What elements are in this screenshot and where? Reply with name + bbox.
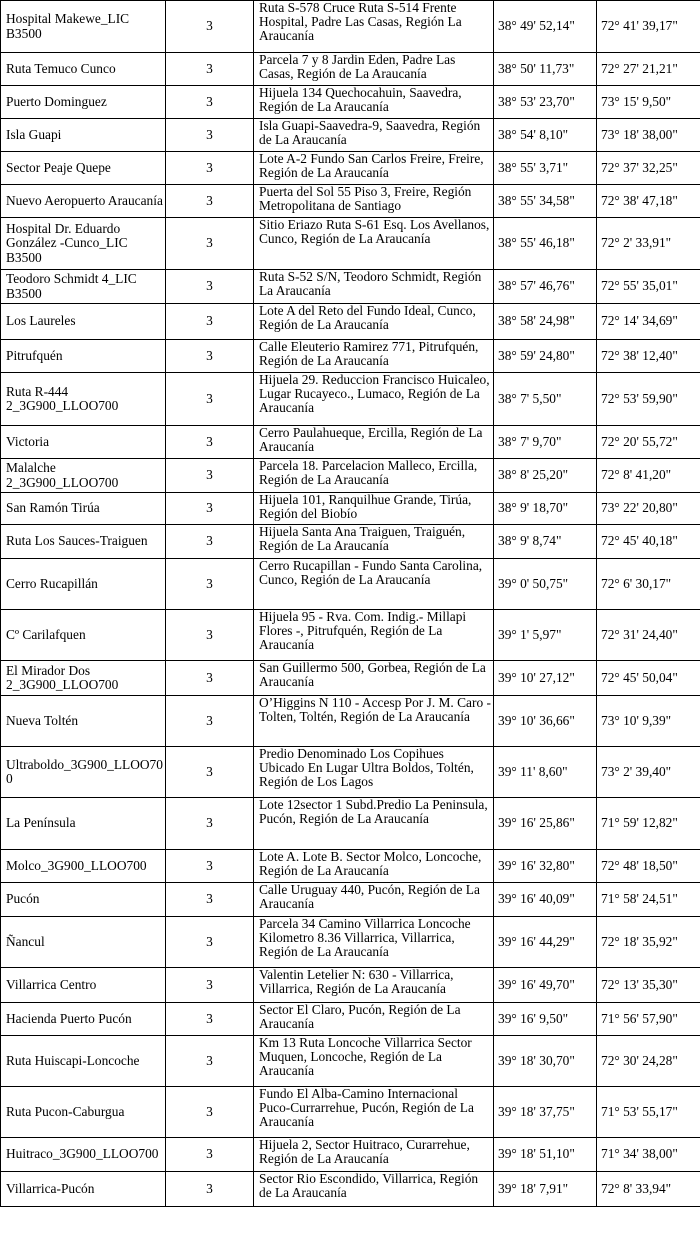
latitude-cell: 38° 55' 34,58": [494, 185, 597, 218]
site-count-cell: 3: [166, 218, 254, 270]
site-count-cell: 3: [166, 1138, 254, 1172]
table-row: [1, 559, 700, 610]
longitude-cell: 72° 20' 55,72": [597, 426, 700, 459]
longitude-cell: 72° 8' 33,94": [597, 1172, 700, 1207]
site-count-cell: 3: [166, 119, 254, 152]
longitude-cell: 71° 56' 57,90": [597, 1003, 700, 1036]
site-address-cell: Sitio Eriazo Ruta S-61 Esq. Los Avellanos, Cunco, Región de La Araucanía: [254, 218, 494, 270]
table-row: [1, 968, 700, 1003]
site-count-cell: 3: [166, 883, 254, 917]
longitude-cell: 73° 22' 20,80": [597, 493, 700, 525]
site-address-cell: Valentin Letelier N: 630 - Villarrica, Villarrica, Región de La Araucanía: [254, 968, 494, 1003]
latitude-cell: 38° 7' 5,50": [494, 373, 597, 426]
latitude-cell: 38° 55' 46,18": [494, 218, 597, 270]
longitude-cell: 72° 31' 24,40": [597, 610, 700, 661]
longitude-cell: 72° 27' 21,21": [597, 53, 700, 86]
sites-table-body: [1, 1, 700, 1207]
table-row: [1, 610, 700, 661]
site-count-cell: 3: [166, 747, 254, 798]
site-address-cell: Sector El Claro, Pucón, Región de La Araucanía: [254, 1003, 494, 1036]
site-name-cell: Ruta Los Sauces-Traiguen: [1, 525, 166, 559]
site-count-cell: 3: [166, 1087, 254, 1138]
site-count-cell: 3: [166, 1036, 254, 1087]
longitude-cell: 72° 8' 41,20": [597, 459, 700, 493]
site-name-cell: Los Laureles: [1, 304, 166, 340]
site-address-cell: Cerro Rucapillan - Fundo Santa Carolina, Cunco, Región de La Araucanía: [254, 559, 494, 610]
site-name-cell: Isla Guapi: [1, 119, 166, 152]
site-name-cell: Cº Carilafquen: [1, 610, 166, 661]
site-name-cell: Sector Peaje Quepe: [1, 152, 166, 185]
table-row: [1, 53, 700, 86]
site-count-cell: 3: [166, 493, 254, 525]
longitude-cell: 72° 37' 32,25": [597, 152, 700, 185]
site-address-cell: San Guillermo 500, Gorbea, Región de La Araucanía: [254, 661, 494, 696]
site-name-cell: El Mirador Dos 2_3G900_LLOO700: [1, 661, 166, 696]
site-name-cell: Pucón: [1, 883, 166, 917]
table-row: [1, 1138, 700, 1172]
longitude-cell: 72° 41' 39,17": [597, 1, 700, 53]
site-count-cell: 3: [166, 53, 254, 86]
site-count-cell: 3: [166, 270, 254, 304]
latitude-cell: 39° 0' 50,75": [494, 559, 597, 610]
site-count-cell: 3: [166, 340, 254, 373]
site-address-cell: Predio Denominado Los Copihues Ubicado En Lugar Ultra Boldos, Toltén, Región de Los Lagos: [254, 747, 494, 798]
site-address-cell: Hijuela Santa Ana Traiguen, Traiguén, Región de La Araucanía: [254, 525, 494, 559]
site-name-cell: Villarrica Centro: [1, 968, 166, 1003]
site-name-cell: San Ramón Tirúa: [1, 493, 166, 525]
table-row: [1, 1087, 700, 1138]
site-count-cell: 3: [166, 798, 254, 850]
longitude-cell: 72° 13' 35,30": [597, 968, 700, 1003]
table-row: [1, 850, 700, 883]
site-name-cell: Ruta Temuco Cunco: [1, 53, 166, 86]
site-count-cell: 3: [166, 661, 254, 696]
site-count-cell: 3: [166, 525, 254, 559]
table-row: [1, 883, 700, 917]
site-count-cell: 3: [166, 185, 254, 218]
site-count-cell: 3: [166, 696, 254, 747]
site-name-cell: Puerto Dominguez: [1, 86, 166, 119]
site-address-cell: Parcela 34 Camino Villarrica Loncoche Kilometro 8.36 Villarrica, Villarrica, Región de La Araucanía: [254, 917, 494, 968]
site-address-cell: Lote A del Reto del Fundo Ideal, Cunco, Región de La Araucanía: [254, 304, 494, 340]
site-name-cell: Hospital Dr. Eduardo González -Cunco_LIC B3500: [1, 218, 166, 270]
table-row: [1, 747, 700, 798]
longitude-cell: 72° 2' 33,91": [597, 218, 700, 270]
table-row: [1, 493, 700, 525]
longitude-cell: 72° 30' 24,28": [597, 1036, 700, 1087]
site-address-cell: Calle Uruguay 440, Pucón, Región de La Araucanía: [254, 883, 494, 917]
table-row: [1, 798, 700, 850]
site-address-cell: Hijuela 95 - Rva. Com. Indig.- Millapi Flores -, Pitrufquén, Región de La Araucanía: [254, 610, 494, 661]
site-name-cell: Nueva Toltén: [1, 696, 166, 747]
site-address-cell: Fundo El Alba-Camino Internacional Puco-Currarrehue, Pucón, Región de La Araucanía: [254, 1087, 494, 1138]
longitude-cell: 72° 48' 18,50": [597, 850, 700, 883]
latitude-cell: 39° 18' 7,91": [494, 1172, 597, 1207]
site-name-cell: Pitrufquén: [1, 340, 166, 373]
table-row: [1, 917, 700, 968]
site-address-cell: Isla Guapi-Saavedra-9, Saavedra, Región de La Araucanía: [254, 119, 494, 152]
latitude-cell: 39° 16' 49,70": [494, 968, 597, 1003]
site-name-cell: Villarrica-Pucón: [1, 1172, 166, 1207]
latitude-cell: 38° 57' 46,76": [494, 270, 597, 304]
table-row: [1, 152, 700, 185]
site-name-cell: Cerro Rucapillán: [1, 559, 166, 610]
site-name-cell: Ruta R-444 2_3G900_LLOO700: [1, 373, 166, 426]
latitude-cell: 39° 16' 25,86": [494, 798, 597, 850]
table-row: [1, 1036, 700, 1087]
site-name-cell: Ñancul: [1, 917, 166, 968]
latitude-cell: 38° 53' 23,70": [494, 86, 597, 119]
latitude-cell: 38° 55' 3,71": [494, 152, 597, 185]
table-row: [1, 459, 700, 493]
site-name-cell: Victoria: [1, 426, 166, 459]
latitude-cell: 38° 59' 24,80": [494, 340, 597, 373]
site-address-cell: Km 13 Ruta Loncoche Villarrica Sector Muquen, Loncoche, Región de La Araucanía: [254, 1036, 494, 1087]
site-address-cell: Parcela 7 y 8 Jardin Eden, Padre Las Casas, Región de La Araucanía: [254, 53, 494, 86]
longitude-cell: 72° 38' 47,18": [597, 185, 700, 218]
latitude-cell: 38° 54' 8,10": [494, 119, 597, 152]
latitude-cell: 38° 7' 9,70": [494, 426, 597, 459]
longitude-cell: 71° 58' 24,51": [597, 883, 700, 917]
table-row: [1, 426, 700, 459]
latitude-cell: 38° 9' 18,70": [494, 493, 597, 525]
latitude-cell: 39° 16' 32,80": [494, 850, 597, 883]
longitude-cell: 73° 2' 39,40": [597, 747, 700, 798]
site-count-cell: 3: [166, 917, 254, 968]
site-address-cell: Cerro Paulahueque, Ercilla, Región de La Araucanía: [254, 426, 494, 459]
site-count-cell: 3: [166, 559, 254, 610]
site-address-cell: Lote 12sector 1 Subd.Predio La Peninsula, Pucón, Región de La Araucanía: [254, 798, 494, 850]
longitude-cell: 71° 53' 55,17": [597, 1087, 700, 1138]
site-name-cell: Teodoro Schmidt 4_LIC B3500: [1, 270, 166, 304]
latitude-cell: 38° 8' 25,20": [494, 459, 597, 493]
site-address-cell: Puerta del Sol 55 Piso 3, Freire, Región Metropolitana de Santiago: [254, 185, 494, 218]
site-name-cell: Malalche 2_3G900_LLOO700: [1, 459, 166, 493]
longitude-cell: 72° 53' 59,90": [597, 373, 700, 426]
site-address-cell: O’Higgins N 110 - Accesp Por J. M. Caro - Tolten, Toltén, Región de La Araucanía: [254, 696, 494, 747]
site-address-cell: Sector Rio Escondido, Villarrica, Región de La Araucanía: [254, 1172, 494, 1207]
site-name-cell: Nuevo Aeropuerto Araucanía: [1, 185, 166, 218]
latitude-cell: 39° 1' 5,97": [494, 610, 597, 661]
site-address-cell: Hijuela 134 Quechocahuin, Saavedra, Región de La Araucanía: [254, 86, 494, 119]
site-address-cell: Lote A-2 Fundo San Carlos Freire, Freire, Región de La Araucanía: [254, 152, 494, 185]
longitude-cell: 72° 14' 34,69": [597, 304, 700, 340]
site-count-cell: 3: [166, 426, 254, 459]
longitude-cell: 72° 45' 50,04": [597, 661, 700, 696]
site-count-cell: 3: [166, 373, 254, 426]
table-row: [1, 696, 700, 747]
site-count-cell: 3: [166, 1, 254, 53]
site-name-cell: Ruta Pucon-Caburgua: [1, 1087, 166, 1138]
longitude-cell: 71° 34' 38,00": [597, 1138, 700, 1172]
longitude-cell: 73° 15' 9,50": [597, 86, 700, 119]
latitude-cell: 38° 49' 52,14": [494, 1, 597, 53]
site-address-cell: Lote A. Lote B. Sector Molco, Loncoche, Región de La Araucanía: [254, 850, 494, 883]
site-count-cell: 3: [166, 968, 254, 1003]
site-count-cell: 3: [166, 304, 254, 340]
longitude-cell: 72° 38' 12,40": [597, 340, 700, 373]
site-name-cell: Hospital Makewe_LIC B3500: [1, 1, 166, 53]
table-row: [1, 119, 700, 152]
site-name-cell: Huitraco_3G900_LLOO700: [1, 1138, 166, 1172]
latitude-cell: 38° 9' 8,74": [494, 525, 597, 559]
longitude-cell: 72° 45' 40,18": [597, 525, 700, 559]
latitude-cell: 39° 16' 44,29": [494, 917, 597, 968]
latitude-cell: 39° 16' 9,50": [494, 1003, 597, 1036]
latitude-cell: 39° 18' 30,70": [494, 1036, 597, 1087]
table-row: [1, 1003, 700, 1036]
site-count-cell: 3: [166, 1003, 254, 1036]
site-count-cell: 3: [166, 152, 254, 185]
site-name-cell: La Península: [1, 798, 166, 850]
site-name-cell: Hacienda Puerto Pucón: [1, 1003, 166, 1036]
longitude-cell: 72° 6' 30,17": [597, 559, 700, 610]
table-row: [1, 270, 700, 304]
site-count-cell: 3: [166, 459, 254, 493]
longitude-cell: 73° 18' 38,00": [597, 119, 700, 152]
table-row: [1, 661, 700, 696]
table-row: [1, 218, 700, 270]
table-row: [1, 1172, 700, 1207]
latitude-cell: 38° 58' 24,98": [494, 304, 597, 340]
latitude-cell: 38° 50' 11,73": [494, 53, 597, 86]
latitude-cell: 39° 18' 37,75": [494, 1087, 597, 1138]
site-count-cell: 3: [166, 850, 254, 883]
site-name-cell: Ruta Huiscapi-Loncoche: [1, 1036, 166, 1087]
longitude-cell: 71° 59' 12,82": [597, 798, 700, 850]
site-name-cell: Ultraboldo_3G900_LLOO700: [1, 747, 166, 798]
longitude-cell: 72° 55' 35,01": [597, 270, 700, 304]
latitude-cell: 39° 11' 8,60": [494, 747, 597, 798]
site-address-cell: Ruta S-52 S/N, Teodoro Schmidt, Región La Araucanía: [254, 270, 494, 304]
latitude-cell: 39° 18' 51,10": [494, 1138, 597, 1172]
table-row: [1, 525, 700, 559]
table-row: [1, 86, 700, 119]
longitude-cell: 72° 18' 35,92": [597, 917, 700, 968]
table-row: [1, 304, 700, 340]
site-count-cell: 3: [166, 86, 254, 119]
latitude-cell: 39° 10' 36,66": [494, 696, 597, 747]
latitude-cell: 39° 10' 27,12": [494, 661, 597, 696]
latitude-cell: 39° 16' 40,09": [494, 883, 597, 917]
site-name-cell: Molco_3G900_LLOO700: [1, 850, 166, 883]
site-address-cell: Hijuela 29. Reduccion Francisco Huicaleo, Lugar Rucayeco., Lumaco, Región de La Araucanía: [254, 373, 494, 426]
table-row: [1, 1, 700, 53]
site-address-cell: Ruta S-578 Cruce Ruta S-514 Frente Hospital, Padre Las Casas, Región La Araucanía: [254, 1, 494, 53]
site-address-cell: Hijuela 2, Sector Huitraco, Curarrehue, Región de La Araucanía: [254, 1138, 494, 1172]
site-address-cell: Parcela 18. Parcelacion Malleco, Ercilla, Región de La Araucanía: [254, 459, 494, 493]
table-row: [1, 185, 700, 218]
table-row: [1, 373, 700, 426]
site-count-cell: 3: [166, 610, 254, 661]
table-row: [1, 340, 700, 373]
site-address-cell: Hijuela 101, Ranquilhue Grande, Tirúa, Región del Biobío: [254, 493, 494, 525]
longitude-cell: 73° 10' 9,39": [597, 696, 700, 747]
site-address-cell: Calle Eleuterio Ramirez 771, Pitrufquén, Región de La Araucanía: [254, 340, 494, 373]
site-count-cell: 3: [166, 1172, 254, 1207]
